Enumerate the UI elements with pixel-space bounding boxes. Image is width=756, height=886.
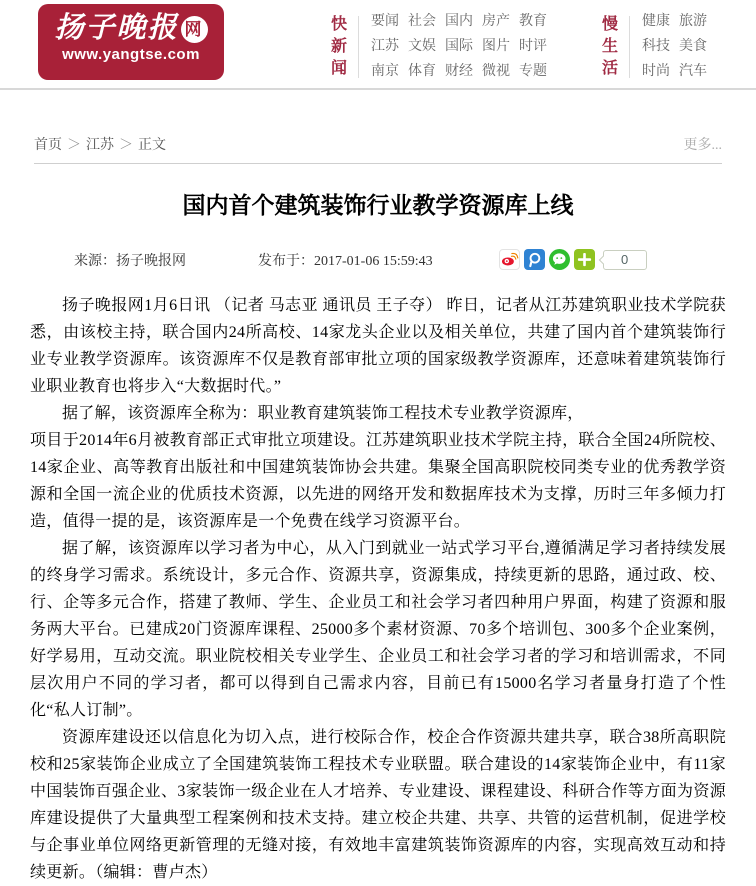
nav-fast-row-1 bbox=[371, 9, 556, 34]
article-source: 来源：扬子晚报网 bbox=[74, 253, 186, 269]
nav-link-qiche[interactable]: 汽车 bbox=[679, 64, 707, 79]
pengyou-share-icon[interactable] bbox=[524, 249, 545, 270]
nav-link-jiankang[interactable]: 健康 bbox=[642, 14, 670, 29]
nav-link-jiangsu[interactable]: 江苏 bbox=[371, 39, 399, 54]
breadcrumb-trail bbox=[34, 134, 166, 154]
breadcrumb-separator: ＞ bbox=[119, 138, 133, 153]
header-divider bbox=[0, 88, 756, 90]
nav-slow-life bbox=[601, 9, 716, 84]
share-count-badge bbox=[603, 250, 647, 270]
nav-slow-char-3: 活 bbox=[601, 59, 618, 77]
nav-divider bbox=[629, 16, 630, 78]
nav-link-fangchan[interactable]: 房产 bbox=[482, 14, 510, 29]
nav-fast-news-title bbox=[330, 14, 348, 80]
nav-link-zhuanti[interactable]: 专题 bbox=[519, 64, 547, 79]
nav-link-lvyou[interactable]: 旅游 bbox=[679, 14, 707, 29]
nav-link-tiyu[interactable]: 体育 bbox=[408, 64, 436, 79]
nav-link-guonei[interactable]: 国内 bbox=[445, 14, 473, 29]
nav-link-shehui[interactable]: 社会 bbox=[408, 14, 436, 29]
nav-slow-row-2 bbox=[642, 34, 716, 59]
page-main bbox=[0, 134, 756, 886]
article bbox=[30, 187, 726, 886]
nav-link-tupian[interactable]: 图片 bbox=[482, 39, 510, 54]
share-count-value: 0 bbox=[620, 252, 629, 267]
nav-link-caijing[interactable]: 财经 bbox=[445, 64, 473, 79]
share-bar bbox=[499, 249, 647, 270]
nav-fast-char-1: 快 bbox=[330, 15, 347, 33]
site-logo-text: 扬子晚报 bbox=[54, 12, 179, 44]
nav-fast-row-2 bbox=[371, 34, 556, 59]
nav-link-weishi[interactable]: 微视 bbox=[482, 64, 510, 79]
site-logo-url: www.yangtse.com bbox=[62, 46, 200, 63]
article-paragraph: 扬子晚报网1月6日讯 （记者 马志亚 通讯员 王子夺） 昨日，记者从江苏建筑职业技术学院获悉，由该校主持，联合国内24所高校、14家龙头企业以及相关单位，共建了国内首个建筑装饰行业专业教学资源库。该资源库不仅是教育部审批立项的国家级教学资源库，还意味着建筑装饰行业职业教育也将步入“大数据时代。” bbox=[30, 297, 726, 395]
nav-link-yaowen[interactable]: 要闻 bbox=[371, 14, 399, 29]
nav-slow-char-1: 慢 bbox=[601, 15, 618, 33]
nav-link-keji[interactable]: 科技 bbox=[642, 39, 670, 54]
nav-slow-links bbox=[642, 9, 716, 84]
article-title: 国内首个建筑装饰行业教学资源库上线 bbox=[182, 193, 574, 218]
article-publish-time: 发布于：2017-01-06 15:59:43 bbox=[258, 253, 433, 269]
site-logo-title bbox=[38, 12, 224, 44]
more-link[interactable]: 更多... bbox=[683, 138, 722, 153]
nav-link-shishang[interactable]: 时尚 bbox=[642, 64, 670, 79]
article-meta bbox=[30, 249, 726, 270]
nav-slow-life-title bbox=[601, 14, 619, 80]
share-count-notch bbox=[598, 255, 606, 263]
breadcrumb-current[interactable]: 正文 bbox=[138, 138, 166, 153]
breadcrumb bbox=[34, 134, 722, 164]
site-logo[interactable] bbox=[38, 4, 224, 80]
nav-divider bbox=[358, 16, 359, 78]
nav-fast-links bbox=[371, 9, 556, 84]
sina-weibo-share-icon[interactable] bbox=[499, 249, 520, 270]
article-paragraph: 据了解，该资源库以学习者为中心，从入门到就业一站式学习平台,遵循满足学习者持续发展的终身学习需求。系统设计，多元合作、资源共享，资源集成，持续更新的思路，通过政、校、行、企等多元合作，搭建了教师、学生、企业员工和社会学习者四种用户界面，构建了资源和服务两大平台。已建成20门资源库课程、25000多个素材资源、70多个培训包、300多个企业案例，好学易用，互动交流。职业院校相关专业学生、企业员工和社会学习者的学习和培训需求，不同层次用户不同的学习者，都可以得到自己需求内容，目前已有15000名学习者量身打造了个性化“私人订制”。 bbox=[30, 540, 726, 719]
article-paragraph: 据了解，该资源库全称为：职业教育建筑装饰工程技术专业教学资源库， bbox=[62, 405, 584, 422]
nav-link-meishi[interactable]: 美食 bbox=[679, 39, 707, 54]
article-body bbox=[30, 292, 726, 886]
nav-link-wenyu[interactable]: 文娱 bbox=[408, 39, 436, 54]
article-paragraph: 项目于2014年6月被教育部正式审批立项建设。江苏建筑职业技术学院主持，联合全国24所院校、14家企业、高等教育出版社和中国建筑装饰协会共建。集聚全国高职院校同类专业的优秀教学资源和全国一流企业的优质技术资源，以先进的网络开发和数据库技术为支撑，历时三年多倾力打造，值得一提的是，该资源库是一个免费在线学习资源平台。 bbox=[30, 432, 726, 530]
nav-link-shiping[interactable]: 时评 bbox=[519, 39, 547, 54]
nav-link-guoji[interactable]: 国际 bbox=[445, 39, 473, 54]
breadcrumb-section[interactable]: 江苏 bbox=[86, 138, 114, 153]
nav-link-nanjing[interactable]: 南京 bbox=[371, 64, 399, 79]
nav-link-jiaoyu[interactable]: 教育 bbox=[519, 14, 547, 29]
nav-fast-news bbox=[330, 9, 556, 84]
nav-slow-char-2: 生 bbox=[601, 37, 618, 55]
share-more-icon[interactable] bbox=[574, 249, 595, 270]
breadcrumb-separator: ＞ bbox=[67, 138, 81, 153]
breadcrumb-home[interactable]: 首页 bbox=[34, 138, 62, 153]
wechat-share-icon[interactable] bbox=[549, 249, 570, 270]
nav-slow-row-3 bbox=[642, 59, 716, 84]
article-paragraph: 资源库建设还以信息化为切入点，进行校际合作，校企合作资源共建共享，联合38所高职院校和25家装饰企业成立了全国建筑装饰工程技术专业联盟。联合建设的14家装饰企业中，有11家中国装饰百强企业、3家装饰一级企业在人才培养、专业建设、课程建设、科研合作等方面为资源库建设提供了大量典型工程案例和技术支持。建立校企共建、共享、共管的运营机制，促进学校与企事业单位网络更新管理的无缝对接，有效地丰富建筑装饰资源库的内容，实现高效互动和持续更新。（编辑：曹卢杰） bbox=[30, 729, 726, 881]
logo-wang-badge-icon: 网 bbox=[181, 16, 208, 43]
nav-fast-char-3: 闻 bbox=[330, 59, 347, 77]
nav-slow-row-1 bbox=[642, 9, 716, 34]
nav-fast-char-2: 新 bbox=[330, 37, 347, 55]
nav-fast-row-3 bbox=[371, 59, 556, 84]
site-header bbox=[0, 0, 756, 88]
